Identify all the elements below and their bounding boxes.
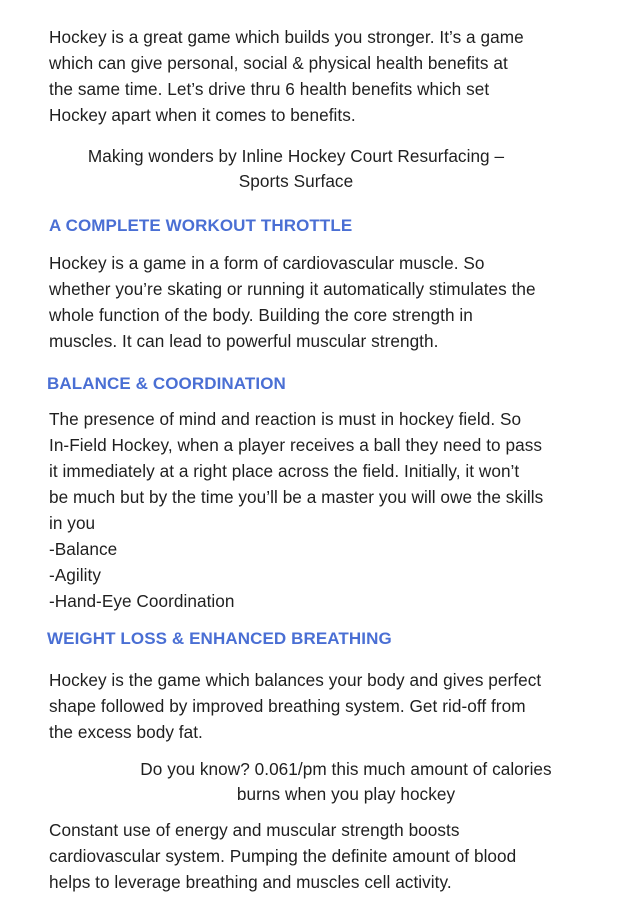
paragraph-line: whole function of the body. Building the core strength in [49,305,473,325]
intro-line: which can give personal, social & physical health benefits at [49,53,508,73]
paragraph-line: muscles. It can lead to powerful muscular strength. [49,331,439,351]
paragraph-line: The presence of mind and reaction is must in hockey field. So [49,409,522,429]
paragraph-line: it immediately at a right place across the field. Initially, it won’t [49,461,520,481]
section-heading-workout: A COMPLETE WORKOUT THROTTLE [49,216,353,235]
caption-line: Sports Surface [238,171,354,191]
caption-line: Do you know? 0.061/pm this much amount of calories [140,759,552,779]
section-heading-balance: BALANCE & COORDINATION [47,374,286,393]
list-item: -Agility [49,565,101,585]
paragraph-line: be much but by the time you’ll be a master you will owe the skills [49,487,544,507]
paragraph-line: In-Field Hockey, when a player receives a ball they need to pass [49,435,542,455]
section-balance-paragraph [49,406,543,614]
paragraph-line: Hockey is the game which balances your body and gives perfect [49,670,542,690]
paragraph-line: the excess body fat. [49,722,203,742]
intro-line: Hockey is a great game which builds you stronger. It’s a game [49,27,524,47]
caption-line: Making wonders by Inline Hockey Court Resurfacing – [87,146,505,166]
section-workout-paragraph [49,250,536,354]
closing-paragraph [49,817,516,895]
paragraph-line: helps to leverage breathing and muscles cell activity. [49,872,452,892]
list-item: -Hand-Eye Coordination [49,591,235,611]
list-item: -Balance [49,539,118,559]
section-weight-loss-paragraph [49,667,541,745]
section-heading-weight-loss: WEIGHT LOSS & ENHANCED BREATHING [47,629,392,648]
paragraph-line: in you [49,513,96,533]
paragraph-line: Hockey is a game in a form of cardiovascular muscle. So [49,253,485,273]
caption-line: burns when you play hockey [236,784,456,804]
paragraph-line: cardiovascular system. Pumping the definite amount of blood [49,846,517,866]
paragraph-line: Constant use of energy and muscular strength boosts [49,820,460,840]
paragraph-line: whether you’re skating or running it automatically stimulates the [49,279,536,299]
intro-line: the same time. Let’s drive thru 6 health benefits which set [49,79,490,99]
caption-inline-hockey [0,144,592,194]
caption-calories [0,757,638,807]
intro-line: Hockey apart when it comes to benefits. [49,105,356,125]
intro-paragraph [49,24,524,128]
paragraph-line: shape followed by improved breathing system. Get rid-off from [49,696,526,716]
